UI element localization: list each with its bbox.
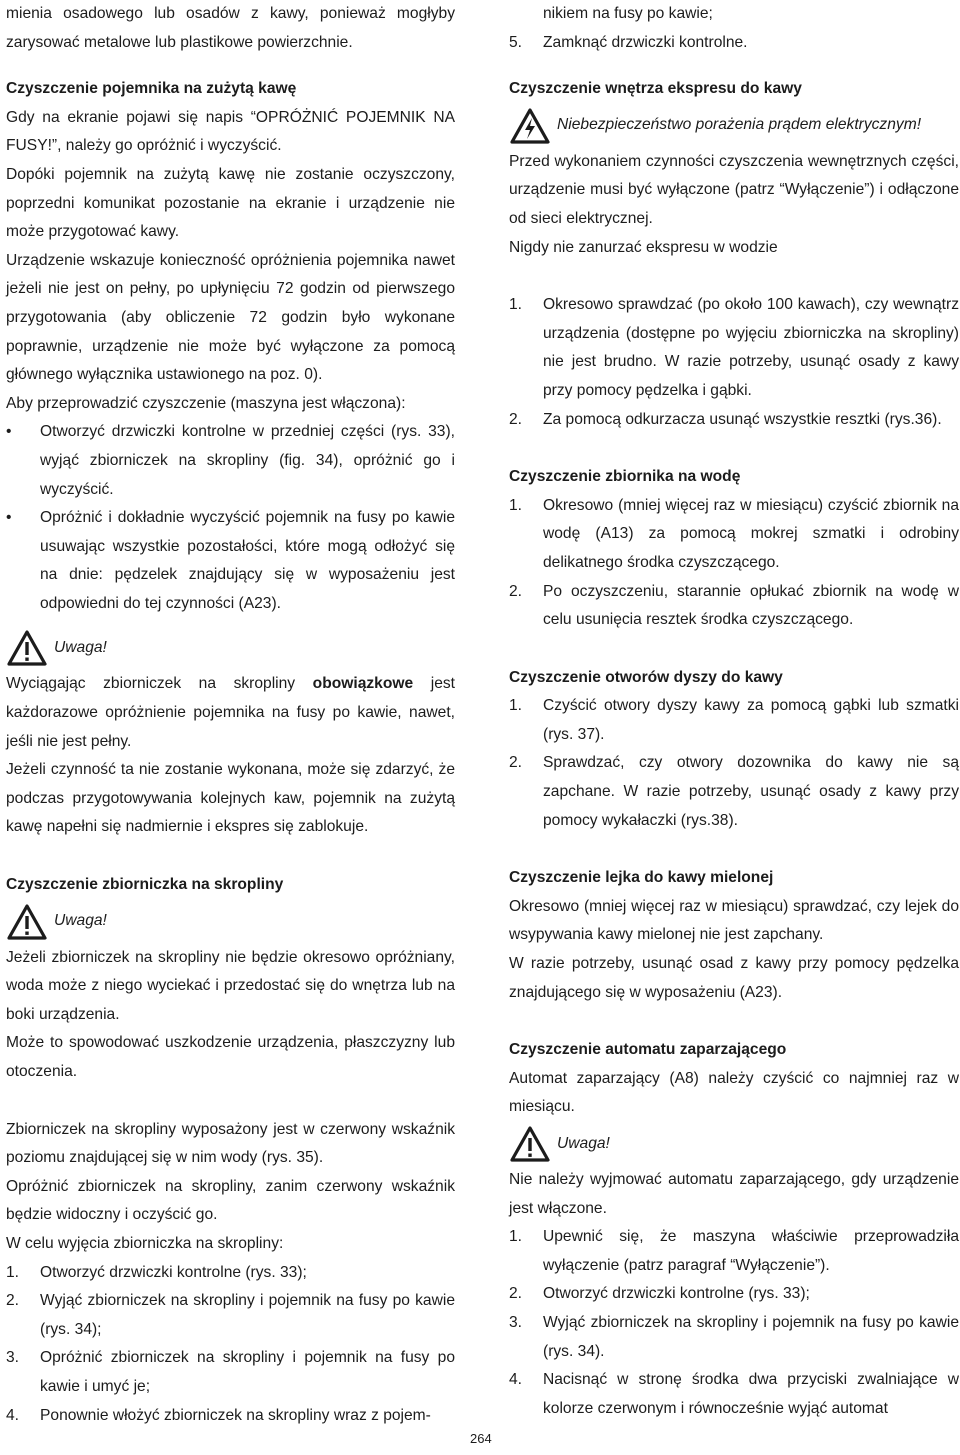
list-item: 1. Czyścić otwory dyszy kawy za pomocą gąbki lub szmatki (rys. 37).	[509, 697, 959, 743]
section-heading-funnel: Czyszczenie lejka do kawy mielonej	[509, 869, 774, 887]
warning-icon	[6, 903, 48, 941]
list-item: 3. Opróżnić zbiorniczek na skropliny i pojemnik na fusy po kawie i umyć je;	[6, 1349, 455, 1395]
paragraph: Zbiorniczek na skropliny wyposażony jest w czerwony wskaźnik poziomu znajdującej się w nim wody (rys. 35).	[6, 1120, 455, 1167]
warning-label: Uwaga!	[54, 639, 107, 657]
right-column	[509, 0, 959, 1423]
list-item: 1. Okresowo sprawdzać (po około 100 kawach), czy wewnątrz urządzenia (dostępne po wyjęciu zbiorniczka na skropliny) nie jest brudno. W razie potrzeby, usunąć osady z kawy przy pomocy pędzelka i gąbki.	[509, 296, 959, 399]
section-heading-drip-tray: Czyszczenie zbiorniczka na skropliny	[6, 876, 284, 894]
paragraph: Aby przeprowadzić czyszczenie (maszyna jest włączona):	[6, 394, 406, 412]
continued-text: nikiem na fusy po kawie;	[543, 5, 713, 22]
warning-text: Może to spowodować uszkodzenie urządzenia, płaszczyzny lub otoczenia.	[6, 1034, 455, 1080]
paragraph: Automat zaparzający (A8) należy czyścić co najmniej raz w miesiącu.	[509, 1069, 959, 1116]
electric-shock-icon	[509, 107, 551, 145]
warning-row	[6, 626, 455, 670]
list-item: 2. Otworzyć drzwiczki kontrolne (rys. 33);	[509, 1285, 810, 1303]
bullet-text: Otworzyć drzwiczki kontrolne w przedniej części (rys. 33), wyjąć zbiorniczek na skropliny (fig. 34), opróżnić go i wyczyścić.	[40, 423, 455, 498]
list-item: 2. Po oczyszczeniu, starannie opłukać zbiornik na wodę w celu usunięcia resztek środka czyszczącego.	[509, 582, 959, 629]
paragraph: Przed wykonaniem czynności czyszczenia wewnętrznych części, urządzenie musi być wyłączone (patrz “Wyłączenie”) i odłączone od sieci elektrycznej.	[509, 152, 959, 227]
list-item: 1. Otworzyć drzwiczki kontrolne (rys. 33);	[6, 1263, 307, 1281]
bullet-mark: •	[6, 423, 12, 441]
bullet-item	[6, 418, 455, 504]
bullet-text: Opróżnić i dokładnie wyczyścić pojemnik na fusy po kawie usuwając wszystkie pozostałości, które mogą odłożyć się na dnie: pędzelek znajdujący się w wyposażeniu jest odpowiedni do tej czynności (A23).	[40, 509, 455, 612]
bullet-item	[6, 504, 455, 618]
warning-text: Nie należy wyjmować automatu zaparzającego, gdy urządzenie jest włączone.	[509, 1171, 959, 1217]
page-number: 264	[470, 1431, 492, 1446]
danger-label: Niebezpieczeństwo porażenia prądem elektrycznym!	[557, 116, 922, 134]
list-item: 4. Ponownie włożyć zbiorniczek na skropliny wraz z pojem-	[6, 1406, 431, 1424]
intro-text: mienia osadowego lub osadów z kawy, ponieważ mogłyby zarysować metalowe lub plastikowe powierzchnie.	[6, 5, 455, 51]
paragraph: Opróżnić zbiorniczek na skropliny, zanim czerwony wskaźnik będzie widoczny i oczyścić go.	[6, 1177, 455, 1224]
warning-text: Jeżeli czynność ta nie zostanie wykonana, może się zdarzyć, że podczas przygotowywania kolejnych kaw, pojemnik na zużytą kawę napełni się nadmiernie i ekspres się zablokuje.	[6, 761, 455, 836]
list-item: 2. Sprawdzać, czy otwory dozownika do kawy nie są zapchane. W razie potrzeby, usunąć osady z kawy przy pomocy wykałaczki (rys.38).	[509, 754, 959, 829]
danger-row	[509, 104, 959, 148]
warning-label: Uwaga!	[54, 912, 107, 930]
warning-icon	[509, 1125, 551, 1163]
list-item: 2. Wyjąć zbiorniczek na skropliny i pojemnik na fusy po kawie (rys. 34);	[6, 1292, 455, 1338]
bullet-mark: •	[6, 509, 12, 527]
paragraph: Dopóki pojemnik na zużytą kawę nie zostanie oczyszczony, poprzedni komunikat pozostanie na ekranie i urządzenie nie może przygotować kawy.	[6, 165, 455, 241]
warning-label: Uwaga!	[557, 1134, 610, 1152]
warning-text: Jeżeli zbiorniczek na skropliny nie będzie okresowo opróżniany, woda może z niego wyciekać i przedostać się do wnętrza lub na boki urządzenia.	[6, 948, 455, 1023]
left-column	[6, 0, 455, 1430]
paragraph: W celu wyjęcia zbiorniczka na skropliny:	[6, 1234, 284, 1252]
warning-icon	[6, 629, 48, 667]
section-heading-spout: Czyszczenie otworów dyszy do kawy	[509, 668, 783, 686]
section-heading-water-tank: Czyszczenie zbiornika na wodę	[509, 468, 741, 486]
list-item: 1. Upewnić się, że maszyna właściwie przeprowadziła wyłączenie (patrz paragraf “Wyłączenie”).	[509, 1228, 959, 1274]
warning-text: Wyciągając zbiorniczek na skropliny obowiązkowe jest każdorazowe opróżnienie pojemnika na fusy po kawie, nawet, jeśli nie jest pełny.	[6, 675, 456, 750]
section-heading-interior: Czyszczenie wnętrza ekspresu do kawy	[509, 80, 802, 98]
section-heading-infuser: Czyszczenie automatu zaparzającego	[509, 1041, 787, 1059]
paragraph: W razie potrzeby, usunąć osad z kawy przy pomocy pędzelka znajdującego się w wyposażeniu (A23).	[509, 955, 959, 1001]
paragraph: Gdy na ekranie pojawi się napis “OPRÓŻNIĆ POJEMNIK NA FUSY!”, należy go opróżnić i wyczyścić.	[6, 108, 455, 155]
paragraph: Urządzenie wskazuje konieczność opróżnienia pojemnika nawet jeżeli nie jest on pełny, po upłynięciu 72 godzin od pierwszego przygotowania (aby obliczenie 72 godzin było wykonane poprawnie, urządzenie nie może być wyłączone za pomocą głównego wyłącznika ustawionego na poz. 0).	[6, 251, 455, 384]
list-item: 1. Okresowo (mniej więcej raz w miesiącu) czyścić zbiornik na wodę (A13) za pomocą mokrej szmatki i odrobiny delikatnego środka czyszczącego.	[509, 496, 959, 571]
warning-row	[6, 900, 455, 944]
list-item: 2. Za pomocą odkurzacza usunąć wszystkie resztki (rys.36).	[509, 410, 942, 428]
list-item: 5. Zamknąć drzwiczki kontrolne.	[509, 33, 748, 51]
list-item: 4. Nacisnąć w stronę środka dwa przyciski zwalniające w kolorze czerwonym i równocześnie wyjąć automat	[509, 1371, 959, 1417]
list-item: 3. Wyjąć zbiorniczek na skropliny i pojemnik na fusy po kawie (rys. 34).	[509, 1313, 959, 1360]
section-heading-grounds-container: Czyszczenie pojemnika na zużytą kawę	[6, 80, 297, 98]
warning-row	[509, 1122, 959, 1166]
paragraph: Nigdy nie zanurzać ekspresu w wodzie	[509, 238, 778, 256]
paragraph: Okresowo (mniej więcej raz w miesiącu) sprawdzać, czy lejek do wsypywania kawy mielonej nie jest zapchany.	[509, 897, 959, 944]
